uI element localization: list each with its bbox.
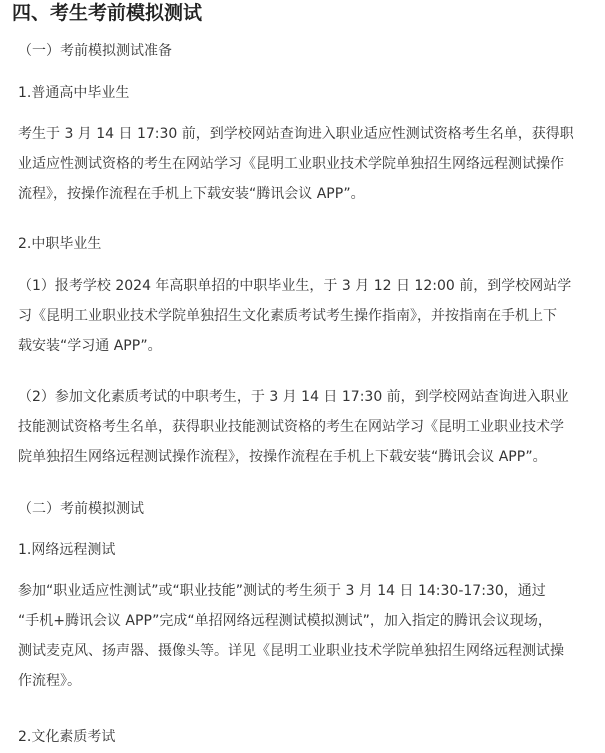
paragraph-line: 院单独招生网络远程测试操作流程》，按操作流程在手机上下载安装“腾讯会议 APP”。: [18, 449, 547, 465]
paragraph-line: 技能测试资格考生名单，获得职业技能测试资格的考生在网站学习《昆明工业职业技术学: [18, 419, 564, 435]
paragraph-line: 参加“职业适应性测试”或“职业技能”测试的考生须于 3 月 14 日 14:30-17:30，通过: [18, 583, 546, 599]
paragraph-vocational-1: [18, 276, 588, 356]
subsection-heading-prep: （一）考前模拟测试准备: [18, 43, 172, 59]
paragraph-line: “手机+腾讯会议 APP”完成“单招网络远程测试模拟测试”，加入指定的腾讯会议现场，: [18, 613, 552, 629]
paragraph-line: 载安装“学习通 APP”。: [18, 338, 162, 354]
paragraph-line: 业适应性测试资格的考生在网站学习《昆明工业职业技术学院单独招生网络远程测试操作: [18, 156, 564, 172]
paragraph-high-school: [18, 124, 588, 204]
section-title: 四、考生考前模拟测试: [12, 2, 203, 24]
paragraph-vocational-2: [18, 387, 588, 467]
paragraph-line: 习《昆明工业职业技术学院单独招生文化素质考试考生操作指南》，并按指南在手机上下: [18, 308, 557, 324]
item-heading-remote-test: 1.网络远程测试: [18, 542, 116, 558]
paragraph-line: （1）报考学校 2024 年高职单招的中职毕业生，于 3 月 12 日 12:00 前，到学校网站学: [18, 278, 572, 294]
paragraph-remote-test: [18, 581, 588, 691]
item-heading-vocational: 2.中职毕业生: [18, 236, 102, 252]
paragraph-line: 流程》，按操作流程在手机上下载安装“腾讯会议 APP”。: [18, 186, 365, 202]
paragraph-line: 测试麦克风、扬声器、摄像头等。详见《昆明工业职业技术学院单独招生网络远程测试操: [18, 643, 564, 659]
subsection-heading-mock-test: （二）考前模拟测试: [18, 501, 144, 517]
paragraph-line: （2）参加文化素质考试的中职考生，于 3 月 14 日 17:30 前，到学校网站查询进入职业: [18, 389, 569, 405]
paragraph-line: 作流程》。: [18, 673, 81, 689]
paragraph-line: 考生于 3 月 14 日 17:30 前，到学校网站查询进入职业适应性测试资格考生名单，获得职: [18, 126, 574, 142]
item-heading-cultural-exam: 2.文化素质考试: [18, 729, 116, 745]
item-heading-high-school: 1.普通高中毕业生: [18, 85, 130, 101]
